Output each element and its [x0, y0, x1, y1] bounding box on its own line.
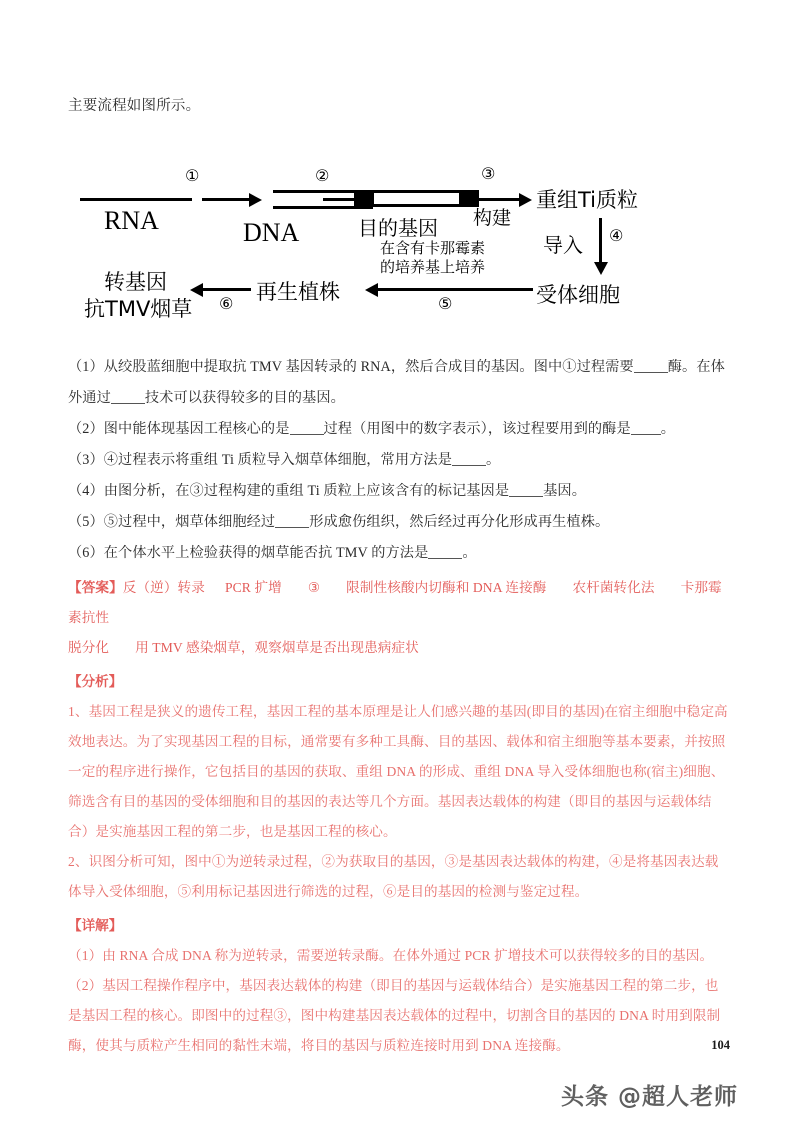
answer-item-3: ③ [307, 580, 321, 596]
page-content [68, 96, 730, 1061]
answer-blank[interactable] [275, 514, 309, 528]
answer-item-8: 用 TMV 感染烟草，观察烟草是否出现患病症状 [135, 640, 419, 656]
question-1-text-a: （1）从绞股蓝细胞中提取抗 TMV 基因转录的 RNA，然后合成目的基因。图中①过程需要 [68, 359, 634, 376]
answer-section [68, 573, 730, 663]
answer-item-2: PCR 扩增 [224, 580, 282, 596]
explanation-label: 【详解】 [68, 918, 123, 934]
analysis-section [68, 667, 730, 907]
answer-item-6: 卡那霉素抗性 [68, 580, 722, 626]
question-5-text-b: 形成愈伤组织，然后经过再分化形成再生植株。 [309, 514, 610, 531]
arrow-3-head [519, 193, 532, 207]
answer-label: 【答案】 [68, 580, 123, 596]
arrow-4-shaft [599, 218, 602, 264]
question-5-text-a: （5）⑤过程中，烟草体细胞经过 [68, 514, 276, 531]
arrow-1-head [249, 193, 262, 207]
intro-line: 主要流程如图所示。 [68, 98, 201, 114]
answer-item-4: 限制性核酸内切酶和 DNA 连接酶 [346, 580, 547, 596]
answer-blank[interactable] [509, 483, 543, 497]
diagram-step-4: ④ [609, 226, 624, 246]
arrow-6-shaft [203, 288, 251, 291]
diagram-edge-label-kanamycin-line1: 在含有卡那霉素 [380, 239, 486, 258]
diagram-edge-label-introduce: 导入 [543, 233, 583, 258]
question-2-text-c: 。 [660, 421, 676, 438]
questions-section [68, 352, 730, 569]
answer-blank[interactable] [290, 421, 324, 435]
question-6-line-1 [68, 538, 730, 569]
question-2-text-a: （2）图中能体现基因工程核心的是 [68, 421, 290, 438]
question-1-line-1 [68, 352, 730, 383]
answer-blank[interactable] [111, 390, 145, 404]
answer-blank[interactable] [428, 545, 462, 559]
question-2-line-1 [68, 414, 730, 445]
arrow-5-head [365, 283, 378, 297]
diagram-node-transgenic-tobacco-line2: 抗TMV烟草 [84, 297, 193, 322]
answer-blank[interactable] [634, 359, 668, 373]
watermark: 头条 @超人老师 [560, 1084, 738, 1110]
question-5-line-1 [68, 507, 730, 538]
question-3-text-b: 。 [486, 452, 501, 469]
question-1-text-b: 酶。在体 [667, 359, 725, 376]
analysis-label: 【分析】 [68, 674, 123, 690]
explanation-paragraph-2: （2）基因工程操作程序中，基因表达载体的构建（即目的基因与运载体结合）是实施基因工程的第二步，也是基因工程的核心。即图中的过程③，图中构建基因表达载体的过程中，切割含目的基因的 DNA 时用到限制酶，使其与质粒产生相同的黏性末端，将目的基因与质粒连接时用到 DNA 连接酶。 [68, 978, 721, 1054]
diagram-step-1: ① [185, 166, 200, 186]
question-1-text-c: 外通过 [68, 390, 111, 407]
arrow-5-shaft [378, 288, 533, 291]
question-3-text-a: （3）④过程表示将重组 Ti 质粒导入烟草体细胞，常用方法是 [68, 452, 452, 469]
diagram-step-2: ② [315, 166, 330, 186]
analysis-paragraph-2: 2、识图分析可知，图中①为逆转录过程，②为获取目的基因，③是基因表达载体的构建，④是将基因表达载体导入受体细胞，⑤利用标记基因进行筛选的过程，⑥是目的基因的检测与鉴定过程。 [68, 854, 719, 900]
diagram-edge-label-kanamycin-line2: 的培养基上培养 [380, 258, 486, 277]
question-6-text-b: 。 [462, 545, 477, 562]
answer-item-1: 反（逆）转录 [122, 580, 205, 596]
explanation-section [68, 911, 730, 1061]
target-gene-box [354, 190, 479, 207]
question-4-text-a: （4）由图分析，在③过程构建的重组 Ti 质粒上应该含有的标记基因是 [68, 483, 510, 500]
question-3-line-1 [68, 445, 730, 476]
diagram-node-transgenic-tobacco-line1: 转基因 [104, 270, 167, 295]
answer-item-5: 农杆菌转化法 [572, 580, 655, 596]
diagram-step-6: ⑥ [219, 294, 234, 314]
diagram-node-recipient-cell: 受体细胞 [536, 283, 620, 308]
page-number: 104 [711, 1038, 730, 1052]
arrow-1-shaft [202, 198, 250, 201]
answer-blank[interactable] [452, 452, 486, 466]
arrow-3-shaft [476, 198, 520, 201]
question-4-text-b: 基因。 [543, 483, 587, 500]
target-gene-left-cap [357, 193, 374, 204]
diagram-node-dna: DNA [243, 218, 300, 248]
question-1-text-d: 技术可以获得较多的目的基因。 [144, 390, 345, 407]
question-6-text-a: （6）在个体水平上检验获得的烟草能否抗 TMV 的方法是 [68, 545, 429, 562]
question-2-text-b: 过程（用图中的数字表示），该过程要用到的酶是 [323, 421, 631, 438]
diagram-edge-label-construct: 构建 [473, 207, 512, 230]
diagram-node-regenerated-plant: 再生植株 [256, 280, 340, 305]
answer-blank[interactable] [631, 421, 661, 435]
diagram-node-rna: RNA [104, 206, 159, 236]
answer-content-continued [68, 633, 730, 663]
diagram-step-5: ⑤ [438, 294, 453, 314]
question-1-line-2 [68, 383, 730, 414]
gene-engineering-flow-diagram [68, 136, 730, 346]
answer-content [68, 573, 730, 633]
analysis-paragraph-1: 1、基因工程是狭义的遗传工程，基因工程的基本原理是让人们感兴趣的基因(即目的基因)在宿主细胞中稳定高效地表达。为了实现基因工程的目标，通常要有多种工具酶、目的基因、载体和宿主细胞等基本要素，并按照一定的程序进行操作，它包括目的基因的获取、重组 DNA 的形成、重组 DNA 导入受体细胞也称(宿主)细胞、筛选含有目的基因的受体细胞和目的基因的表达等几个方面。基因表达载体的构建（即目的基因与运载体结合）是实施基因工程的第二步，也是基因工程的核心。 [68, 704, 728, 840]
answer-item-7: 脱分化 [68, 640, 110, 656]
rna-strand-line [80, 198, 192, 201]
explanation-paragraph-1: （1）由 RNA 合成 DNA 称为逆转录，需要逆转录酶。在体外通过 PCR 扩增技术可以获得较多的目的基因。 [68, 948, 714, 964]
arrow-4-head [594, 262, 608, 275]
diagram-node-target-gene: 目的基因 [358, 216, 438, 241]
diagram-node-recombinant-plasmid: 重组Ti质粒 [536, 188, 639, 213]
question-4-line-1 [68, 476, 730, 507]
diagram-step-3: ③ [481, 164, 496, 184]
